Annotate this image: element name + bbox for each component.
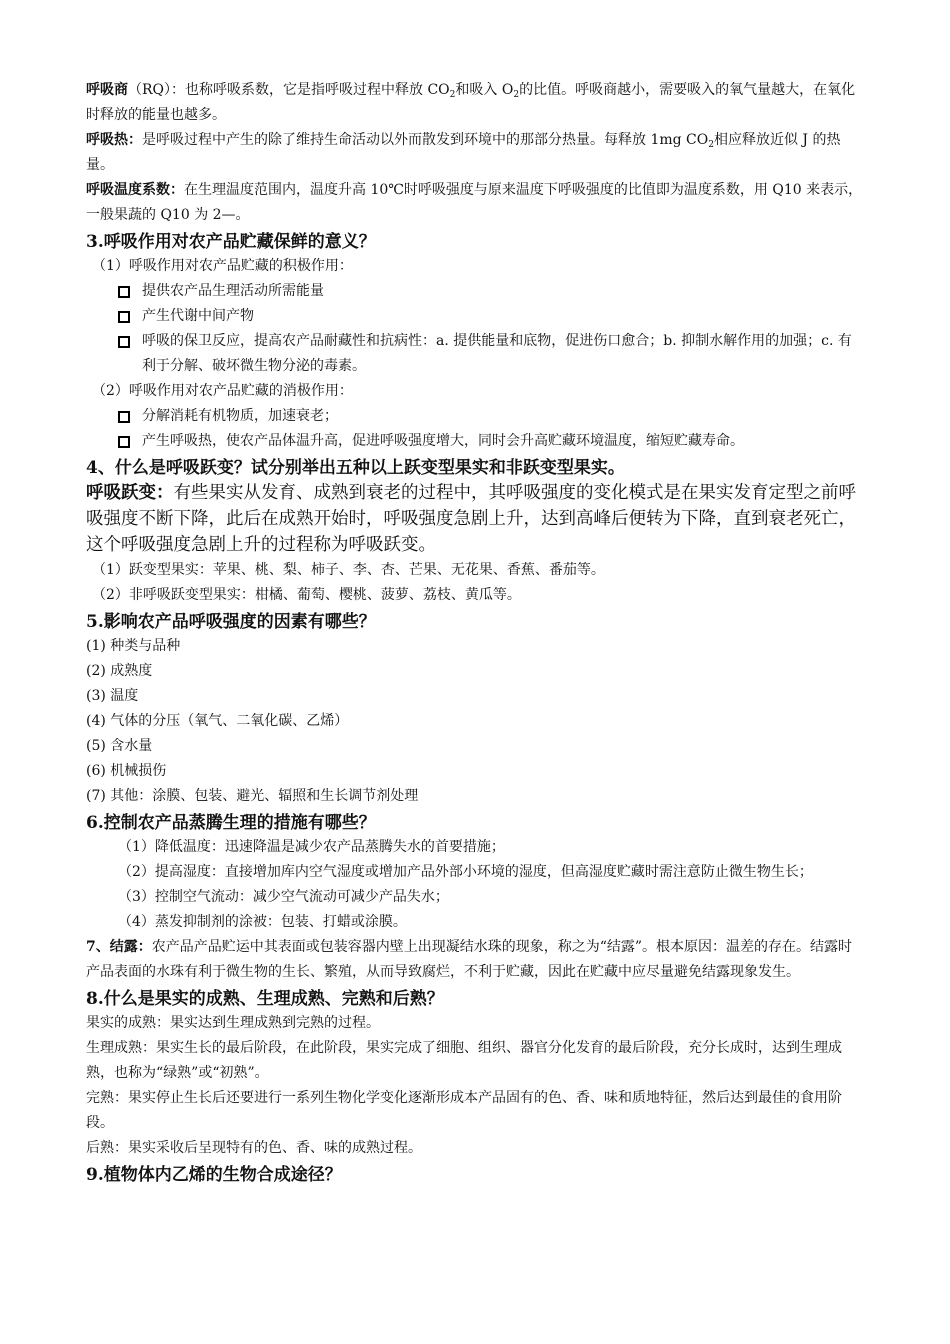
list-item: 生理成熟：果实生长的最后阶段，在此阶段，果实完成了细胞、组织、器官分化发育的最后阶段，充分长成时，达到生理成熟，也称为“绿熟”或“初熟”。: [86, 1040, 842, 1081]
list-item: 分解消耗有机物质，加速衰老；: [86, 404, 864, 429]
heat-term: 呼吸热：: [86, 132, 142, 148]
climacteric-fruits: （1）跃变型果实：苹果、桃、梨、柿子、李、杏、芒果、无花果、香蕉、番茄等。: [92, 562, 605, 578]
list-item: (7) 其他：涂膜、包装、避光、辐照和生长调节剂处理: [86, 788, 419, 804]
list-item: 产生呼吸热，使农产品体温升高，促进呼吸强度增大，同时会升高贮藏环境温度，缩短贮藏寿命。: [86, 429, 864, 454]
section-4-heading: 4、什么是呼吸跃变？试分别举出五种以上跃变型果实和非跃变型果实。: [86, 458, 625, 478]
condensation-definition: 7、结露：农产品产品贮运中其表面或包装容器内壁上出现凝结水珠的现象，称之为“结露”。根本原因：温差的存在。结露时产品表面的水珠有利于微生物的生长、繁殖，从而导致腐烂，不利于贮藏，因此在贮藏中应尽量避免结露现象发生。: [86, 939, 853, 980]
temp-coefficient-definition: 呼吸温度系数：在生理温度范围内，温度升高 10℃时呼吸强度与原来温度下呼吸强度的比值即为温度系数，用 Q10 来表示，一般果蔬的 Q10 为 2—。: [86, 182, 863, 223]
rq-term: 呼吸商: [86, 82, 128, 98]
temp-term: 呼吸温度系数：: [86, 182, 184, 198]
list-item: （2）提高湿度：直接增加库内空气湿度或增加产品外部小环境的湿度，但高湿度贮藏时需注意防止微生物生长；: [118, 864, 813, 880]
checkbox-bullet-icon: [118, 436, 130, 448]
list-item: (3) 温度: [86, 688, 139, 704]
section-8-heading: 8.什么是果实的成熟、生理成熟、完熟和后熟？: [86, 989, 444, 1009]
list-item: 后熟：果实采收后呈现特有的色、香、味的成熟过程。: [86, 1140, 422, 1156]
document-page: [86, 78, 864, 1187]
checkbox-bullet-icon: [118, 311, 130, 323]
list-item: (2) 成熟度: [86, 663, 153, 679]
list-item: 提供农产品生理活动所需能量: [86, 279, 864, 304]
list-item: 呼吸的保卫反应，提高农产品耐藏性和抗病性：a. 提供能量和底物，促进伤口愈合；b. 抑制水解作用的加强；c. 有利于分解、破坏微生物分泌的毒素。: [86, 329, 864, 379]
list-item: (4) 气体的分压（氧气、二氧化碳、乙烯）: [86, 713, 349, 729]
list-item: （4）蒸发抑制剂的涂被：包装、打蜡或涂膜。: [118, 914, 407, 930]
checkbox-bullet-icon: [118, 286, 130, 298]
checkbox-bullet-icon: [118, 411, 130, 423]
list-item: 完熟：果实停止生长后还要进行一系列生物化学变化逐渐形成本产品固有的色、香、味和质地特征，然后达到最佳的食用阶段。: [86, 1090, 842, 1131]
section-6-heading: 6.控制农产品蒸腾生理的措施有哪些？: [86, 813, 376, 833]
list-item: （3）控制空气流动：减少空气流动可减少产品失水；: [118, 889, 449, 905]
list-item: (5) 含水量: [86, 738, 153, 754]
section-5-heading: 5.影响农产品呼吸强度的因素有哪些？: [86, 612, 376, 632]
section-9-heading: 9.植物体内乙烯的生物合成途径？: [86, 1165, 342, 1185]
checkbox-bullet-icon: [118, 336, 130, 348]
heat-definition: 呼吸热：是呼吸过程中产生的除了维持生命活动以外而散发到环境中的那部分热量。每释放 1mg $CO_2$相应释放近似 J 的热量。: [86, 132, 841, 173]
list-item: 产生代谢中间产物: [86, 304, 864, 329]
climacteric-definition: 呼吸跃变：有些果实从发育、成熟到衰老的过程中，其呼吸强度的变化模式是在果实发育定型之前呼吸强度不断下降，此后在成熟开始时，呼吸强度急剧上升，达到高峰后便转为下降，直到衰老死亡，这个呼吸强度急剧上升的过程称为呼吸跃变。: [86, 483, 856, 555]
list-item: (6) 机械损伤: [86, 763, 167, 779]
positive-effects-title: （1）呼吸作用对农产品贮藏的积极作用：: [92, 258, 353, 274]
non-climacteric-fruits: （2）非呼吸跃变型果实：柑橘、葡萄、樱桃、菠萝、荔枝、黄瓜等。: [92, 587, 521, 603]
rq-definition: 呼吸商（RQ）：也称呼吸系数，它是指呼吸过程中释放 $CO_2$和吸入 $O_2$的比值。呼吸商越小，需要吸入的氧气量越大，在氧化时释放的能量也越多。: [86, 82, 856, 123]
negative-effects-title: （2）呼吸作用对农产品贮藏的消极作用：: [92, 383, 353, 399]
list-item: 果实的成熟：果实达到生理成熟到完熟的过程。: [86, 1015, 380, 1031]
section-3-heading: 3.呼吸作用对农产品贮藏保鲜的意义？: [86, 232, 376, 252]
list-item: （1）降低温度：迅速降温是减少农产品蒸腾失水的首要措施；: [118, 839, 505, 855]
list-item: (1) 种类与品种: [86, 638, 181, 654]
